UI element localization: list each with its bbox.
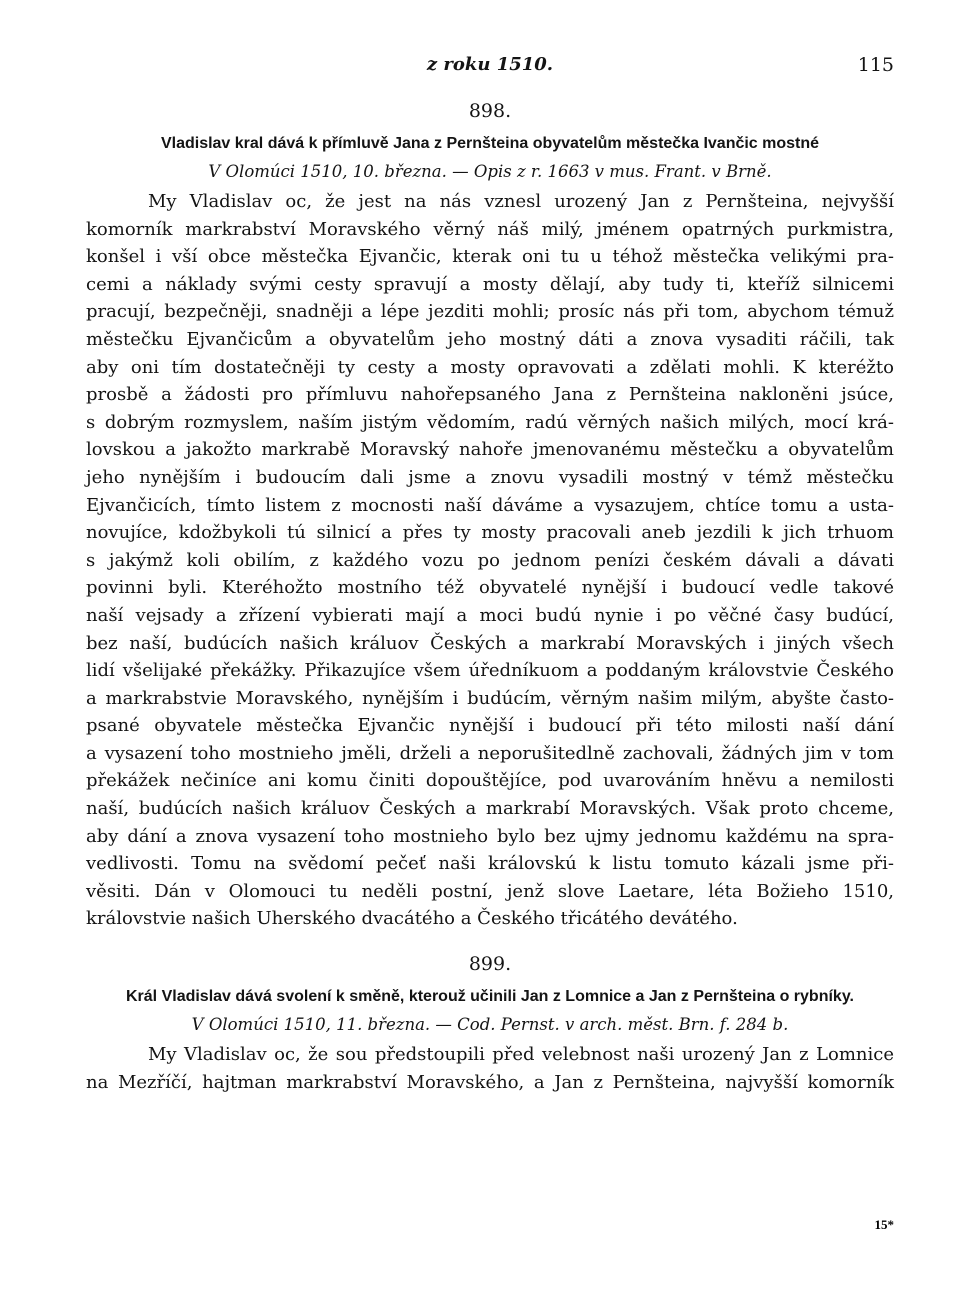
running-title: z roku 1510. (426, 54, 554, 75)
entry-source: V Olomúci 1510, 11. března. — Cod. Pernst. v arch. měst. Brn. f. 284 b. (191, 1015, 789, 1035)
text-line: My Vladislav oc, že jest na nás vznesl urozený Jan z Pernšteina, nejvyšší (148, 191, 894, 212)
text-line: Ejvančicích, tímto listem z mocnosti naší dáváme a vysazujem, chtíce tomu a usta- (86, 494, 894, 516)
text-line: novujíce, kdožbykoli tú silnicí a přes ty mosty pracovali aneb jezdili k jich trhuom (86, 522, 894, 544)
text-line: komorník markrabství Moravského věrný náš milý, jménem opatrných purkmistra, (86, 218, 894, 240)
entry-regest: Vladislav kral dává k přímluvě Jana z Pernšteina obyvatelům městečka Ivančic mostné (160, 135, 820, 152)
text-line: prosbě a žádosti pro přímluvu nahořepsaného Jana z Pernšteina nakloněni jsúce, (86, 384, 894, 406)
text-line: aby oni tím dostatečněji ty cesty a mosty opravovati a zdělati mohli. K kteréžto (86, 356, 894, 378)
text-line: lidí všelijaké překážky. Přikazujíce všem úředníkuom a poddaným královstvie Českého (86, 660, 894, 682)
entry-body (86, 188, 894, 933)
text-line: naší vejsady a zřízení vybierati mají a moci budú nynie i po věčné časy budúcí, (86, 604, 894, 626)
text-line: pracují, bezpečněji, snadněji a lépe jezditi mohli; prosíc nás při tom, abychom témuž (86, 301, 894, 323)
entry-body (86, 1041, 894, 1096)
text-line: a markrabstvie Moravského, nynějším i budúcím, věrným našim milým, abyšte často- (86, 687, 894, 709)
text-line: překážek nečiníce ani komu činiti dopouštějíce, pod uvarováním hněvu a nemilosti (86, 770, 894, 792)
entry-number: 898. (468, 100, 512, 122)
text-line: aby dání a znova vysazení toho mostnieho bylo bez ujmy jednomu každému na spra- (86, 825, 894, 847)
entry-number: 899. (468, 953, 512, 976)
text-line: bez naší, budúcích našich králuov Českých a markrabí Moravských i jiných všech (86, 632, 894, 654)
text-line: městečku Ejvančicům a obyvatelům jeho mostný dáti a znova vysaditi ráčili, tak (86, 328, 894, 350)
signature-mark: 15* (874, 1217, 894, 1232)
text-line: a vysazení toho mostnieho jměli, drželi a neporušitedlně zachovali, žádných jim v tom (86, 742, 894, 764)
entry-898 (86, 96, 894, 933)
entry-899 (86, 949, 894, 1096)
text-line: na Mezříčí, hajtman markrabství Moravského, a Jan z Pernšteina, najvyšší komorník (86, 1071, 894, 1093)
text-line: lovskou a jakožto markrabě Moravský nahoře jmenovanému městečku a obyvatelům (86, 439, 894, 461)
entry-regest: Král Vladislav dává svolení k směně, kterouž učinili Jan z Lomnice a Jan z Pernšteina o rybníky. (126, 988, 854, 1006)
text-line: královstvie našich Uherského dvacátého a Českého třicátého devátého. (86, 908, 738, 930)
running-head (86, 54, 894, 80)
text-line: My Vladislav oc, že sou předstoupili před velebnost naši urozený Jan z Lomnice (148, 1044, 894, 1066)
text-line: věsiti. Dán v Olomouci tu neděli postní, jenž slove Laetare, léta Božieho 1510, (86, 880, 894, 902)
text-line: naší, budúcích našich králuov Českých a markrabí Moravských. Však proto chceme, (86, 798, 894, 820)
text-line: psané obyvatele městečka Ejvančic nynější i budoucí při této milosti naší dání (86, 715, 894, 737)
text-line: s jakýmž koli obilím, z každého vozu po jednom penízi českém dávali a dávati (86, 549, 894, 571)
text-line: cemi a náklady svými cesty spravují a mosty dělají, aby tudy ti, kteříž silnicemi (86, 273, 894, 295)
text-line: vedlivosti. Tomu na svědomí pečeť naši královskú k listu tomuto kázali jsme při- (86, 853, 894, 875)
page-number: 115 (857, 54, 894, 76)
text-line: konšel i vší obce městečka Ejvančic, kterak oni tu u téhož městečka velikými pra- (86, 246, 894, 268)
text-line: jeho nynějším i budoucím dali jsme a znovu vysadili mostný v témž městečku (86, 466, 894, 488)
entry-source: V Olomúci 1510, 10. března. — Opis z r. 1663 v mus. Frant. v Brně. (208, 162, 772, 181)
text-line: povinni byli. Kteréhožto mostního též obyvatelé nynější i budoucí vedle takové (86, 577, 894, 599)
text-line: s dobrým rozmyslem, naším jistým vědomím, radú věrných našich milých, mocí krá- (86, 411, 894, 433)
